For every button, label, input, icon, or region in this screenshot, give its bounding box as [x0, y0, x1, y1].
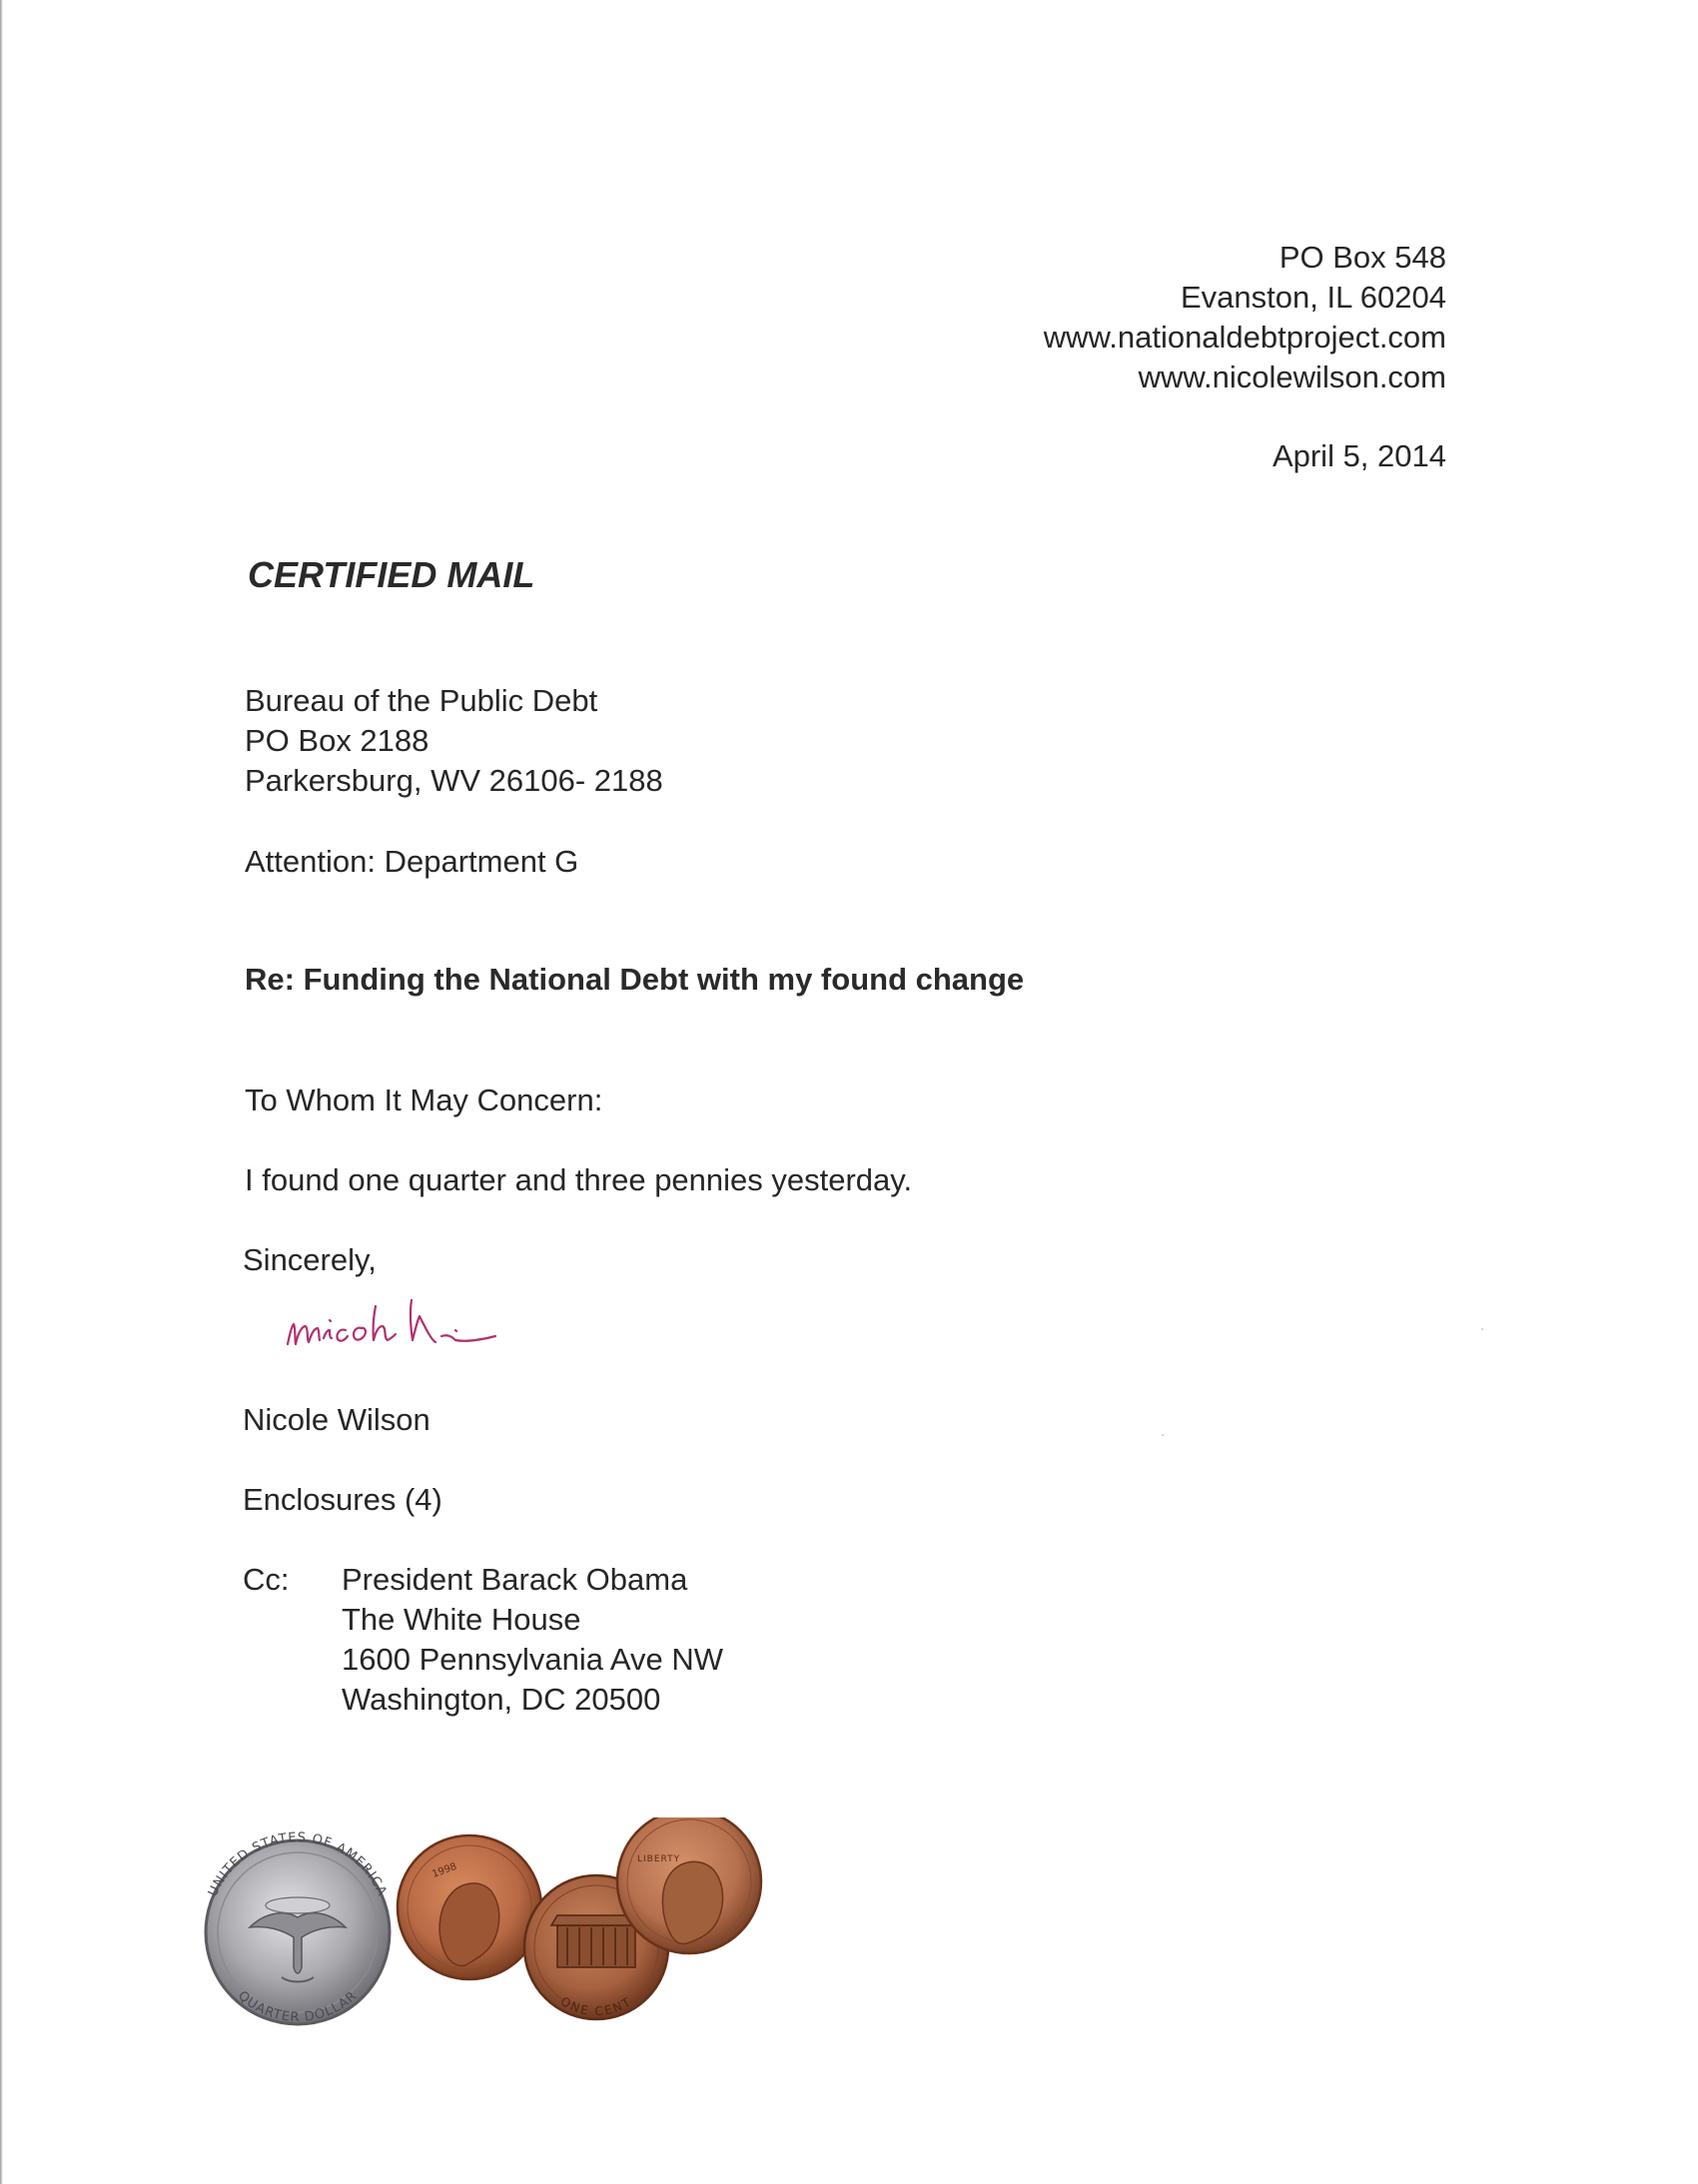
scan-speck	[1481, 1328, 1483, 1330]
letter-date: April 5, 2014	[1272, 438, 1446, 473]
sender-city: Evanston, IL 60204	[1181, 280, 1446, 315]
sender-po-box: PO Box 548	[1278, 240, 1446, 275]
scan-edge-shadow	[0, 0, 3, 2184]
quarter-legend-bottom: QUARTER DOLLAR	[235, 1988, 361, 2026]
sender-website-project: www.nationaldebtproject.com	[1043, 320, 1446, 355]
enclosed-coins	[190, 1818, 889, 2077]
sender-website-personal: www.nicolewilson.com	[1138, 360, 1446, 394]
sender-address	[1044, 238, 1446, 397]
quarter-coin	[206, 1830, 390, 2025]
cc-address	[342, 1560, 723, 1720]
enclosures-line: Enclosures (4)	[243, 1482, 442, 1517]
certified-mail-heading: CERTIFIED MAIL	[248, 554, 535, 595]
closing: Sincerely,	[243, 1242, 377, 1277]
recipient-po-box: PO Box 2188	[245, 723, 429, 758]
svg-text:1998: 1998	[430, 1860, 458, 1880]
penny-coin-1	[398, 1835, 541, 1979]
subject-line: Re: Funding the National Debt with my found change	[245, 962, 1025, 997]
cc-street: 1600 Pennsylvania Ave NW	[342, 1642, 723, 1677]
cc-city: Washington, DC 20500	[342, 1682, 661, 1717]
recipient-city: Parkersburg, WV 26106- 2188	[245, 763, 663, 798]
handwritten-signature	[280, 1286, 609, 1356]
quarter-legend-top: UNITED STATES OF AMERICA	[205, 1829, 391, 1899]
penny-legend: ONE CENT	[557, 1993, 635, 2019]
recipient-name: Bureau of the Public Debt	[245, 683, 598, 718]
scan-speck	[1162, 1434, 1164, 1436]
letter-body: I found one quarter and three pennies yesterday.	[245, 1162, 913, 1197]
cc-name: President Barack Obama	[342, 1562, 688, 1597]
attention-line: Attention: Department G	[245, 844, 579, 879]
recipient-address	[245, 681, 663, 801]
penny-liberty: LIBERTY	[637, 1854, 681, 1864]
cc-label: Cc:	[243, 1562, 290, 1597]
cc-building: The White House	[342, 1602, 581, 1637]
signer-name: Nicole Wilson	[243, 1402, 430, 1437]
penny-coin-3	[617, 1818, 761, 1953]
salutation: To Whom It May Concern:	[245, 1083, 603, 1117]
